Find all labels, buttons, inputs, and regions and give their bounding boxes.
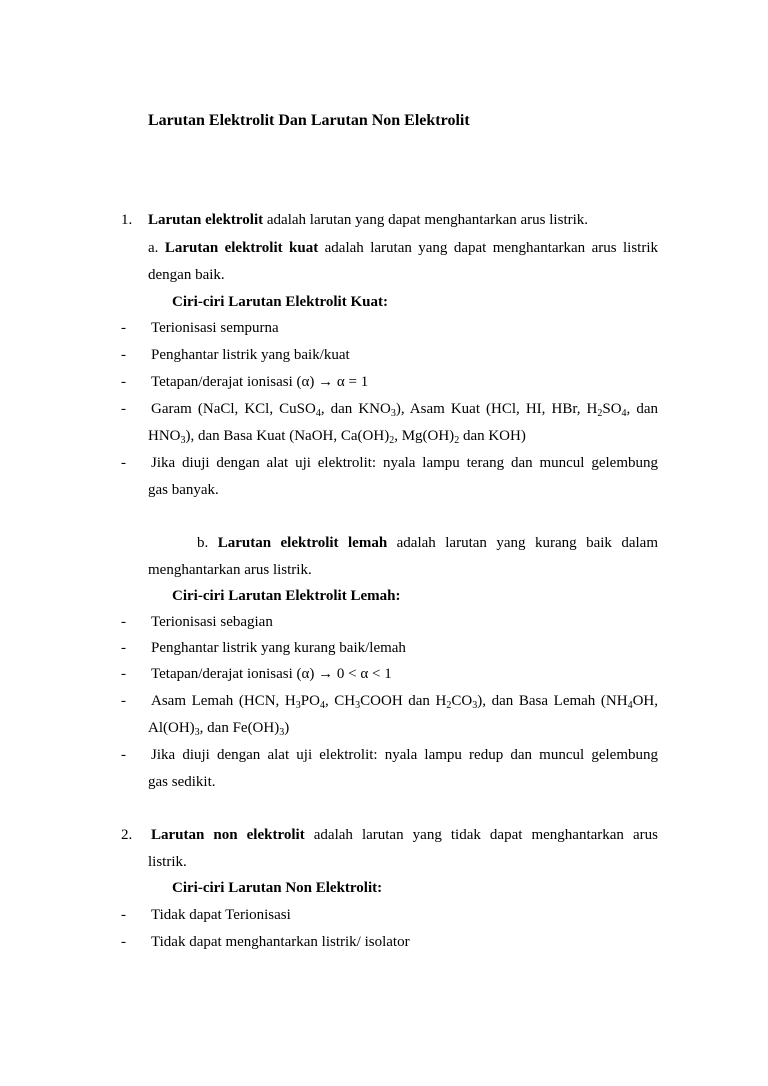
subscript: 3 (194, 727, 200, 738)
subscript: 3 (390, 408, 396, 419)
subscript: 3 (295, 700, 301, 711)
text-run: Asam Lemah (HCN, H (151, 693, 296, 709)
non-item-1: Tidak dapat Terionisasi (151, 907, 291, 923)
bullet-dash: - (121, 934, 126, 950)
subscript: 4 (315, 408, 321, 419)
bullet-dash: - (121, 640, 126, 656)
section-1-definition (148, 211, 588, 229)
kuat-item-4-line-1 (151, 400, 658, 418)
text-run: , Mg(OH) (394, 428, 455, 444)
text-run: , dan KNO (320, 401, 391, 417)
section-2-def-text: adalah larutan yang tidak dapat menghantarkan arus (304, 827, 658, 843)
subscript: 2 (454, 435, 460, 446)
text-run: OH, (632, 693, 658, 709)
subscript: 4 (627, 700, 633, 711)
text-run: Al(OH) (148, 720, 195, 736)
kuat-item-2: Penghantar listrik yang baik/kuat (151, 347, 350, 363)
subsection-b-label: b. (197, 535, 209, 551)
lemah-item-5-line-2: gas sedikit. (148, 774, 216, 790)
subsection-a-label: a. (148, 240, 159, 256)
text-run: COOH dan H (360, 693, 447, 709)
subsection-a-term: Larutan elektrolit kuat (164, 240, 319, 256)
subscript: 3 (279, 727, 285, 738)
subsection-a-definition (148, 239, 658, 257)
text-run: , dan (626, 401, 659, 417)
bullet-dash: - (121, 347, 126, 363)
section-1-number: 1. (121, 212, 133, 228)
subscript: 3 (180, 435, 186, 446)
section-2-term: Larutan non elektrolit (151, 827, 305, 843)
kuat-item-4-line-2 (148, 427, 526, 445)
kuat-item-3: Tetapan/derajat ionisasi (α) → α = 1 (151, 374, 369, 390)
bullet-dash: - (121, 614, 126, 630)
subsection-b-term: Larutan elektrolit lemah (217, 535, 388, 551)
text-run: ), dan Basa Kuat (NaOH, Ca(OH) (185, 428, 390, 444)
lemah-item-4-line-1 (151, 692, 658, 710)
text-run: HNO (148, 428, 181, 444)
subscript: 4 (621, 408, 627, 419)
text-run: ) (284, 720, 290, 736)
lemah-item-1: Terionisasi sebagian (151, 614, 273, 630)
text-run: ), Asam Kuat (HCl, HI, HBr, H (395, 401, 598, 417)
lemah-item-4-line-2 (148, 719, 289, 737)
bullet-dash: - (121, 693, 126, 709)
document-title: Larutan Elektrolit Dan Larutan Non Elektrolit (148, 112, 470, 129)
subscript: 3 (355, 700, 361, 711)
bullet-dash: - (121, 747, 126, 763)
section-1-term: Larutan elektrolit (148, 212, 264, 228)
bullet-dash: - (121, 320, 126, 336)
kuat-item-1: Terionisasi sempurna (151, 320, 279, 336)
bullet-dash: - (121, 666, 126, 682)
text-run: dan KOH) (459, 428, 526, 444)
text-run: , CH (324, 693, 356, 709)
kuat-item-5-line-2: gas banyak. (148, 482, 219, 498)
subsection-b-heading: Ciri-ciri Larutan Elektrolit Lemah: (172, 588, 401, 604)
text-run: PO (300, 693, 320, 709)
subscript: 4 (319, 700, 325, 711)
subscript: 2 (597, 408, 603, 419)
bullet-dash: - (121, 455, 126, 471)
subsection-a-heading: Ciri-ciri Larutan Elektrolit Kuat: (172, 294, 388, 310)
text-run: , dan Fe(OH) (199, 720, 280, 736)
lemah-item-3: Tetapan/derajat ionisasi (α) → 0 < α < 1 (151, 666, 392, 682)
bullet-dash: - (121, 907, 126, 923)
text-run: ), dan Basa Lemah (NH (477, 693, 628, 709)
text-run: CO (451, 693, 473, 709)
subsection-b-def-text: adalah larutan yang kurang baik dalam (387, 535, 659, 551)
section-2-number: 2. (121, 827, 133, 843)
non-item-2: Tidak dapat menghantarkan listrik/ isolator (151, 934, 410, 950)
subsection-a-def-text: adalah larutan yang dapat menghantarkan arus listrik (318, 240, 659, 256)
lemah-item-2: Penghantar listrik yang kurang baik/lemah (151, 640, 406, 656)
subscript: 3 (472, 700, 478, 711)
section-2-continuation: listrik. (148, 854, 187, 870)
lemah-item-5-line-1: Jika diuji dengan alat uji elektrolit: nyala lampu redup dan muncul gelembung (151, 747, 658, 763)
subsection-a-continuation: dengan baik. (148, 267, 225, 283)
kuat-item-5-line-1: Jika diuji dengan alat uji elektrolit: nyala lampu terang dan muncul gelembung (151, 455, 658, 471)
subsection-b-definition (197, 534, 658, 552)
section-1-def-text: adalah larutan yang dapat menghantarkan arus listrik. (263, 212, 589, 228)
subscript: 2 (389, 435, 395, 446)
text-run: Garam (NaCl, KCl, CuSO (151, 401, 316, 417)
text-run: SO (602, 401, 622, 417)
subsection-b-continuation: menghantarkan arus listrik. (148, 562, 312, 578)
bullet-dash: - (121, 401, 126, 417)
bullet-dash: - (121, 374, 126, 390)
section-2-heading: Ciri-ciri Larutan Non Elektrolit: (172, 880, 383, 896)
subscript: 2 (446, 700, 452, 711)
section-2-definition (151, 826, 658, 844)
